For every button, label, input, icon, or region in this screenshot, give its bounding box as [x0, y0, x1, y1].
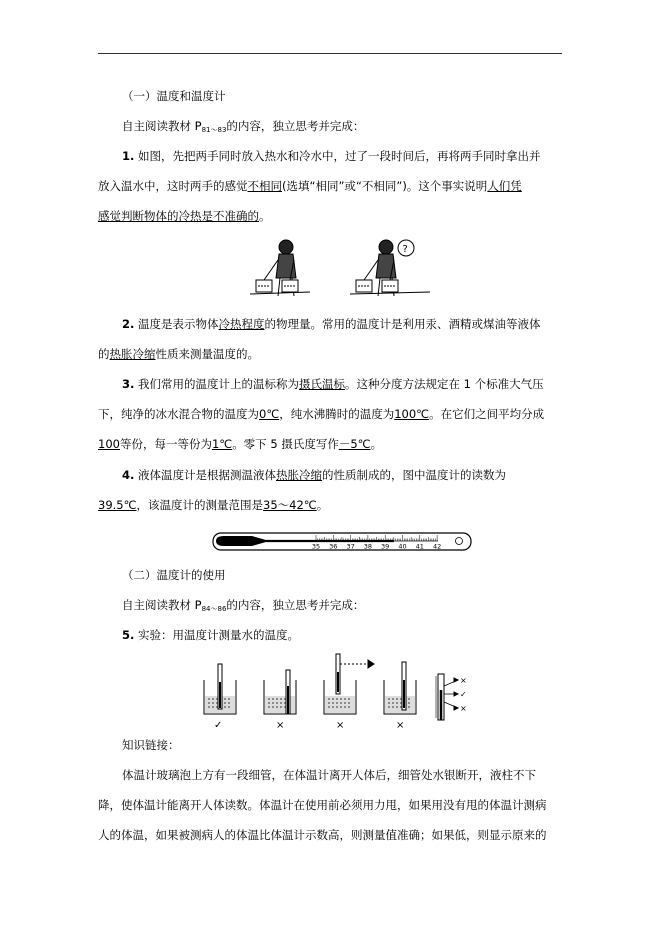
thermometer-usage-beakers [196, 652, 486, 732]
section-2-title: （二）温度计的使用 [122, 568, 226, 582]
scale-tick-label: 39 [381, 542, 390, 551]
knowledge-link-line-2: 降，使体温计能离开人体读数。体温计在使用前必须用力甩，如果用没有甩的体温计测病 [98, 798, 547, 812]
top-rule [98, 53, 562, 54]
section-1-title: （一）温度和温度计 [122, 89, 226, 103]
reading-mark-high: × [460, 676, 467, 685]
svg-text:?: ? [402, 244, 408, 255]
q2-line-1: 2. 温度是表示物体冷热程度的物理量。常用的温度计是利用汞、酒精或煤油等液体 [122, 317, 541, 331]
q5-line: 5. 实验：用温度计测量水的温度。 [122, 628, 300, 642]
scale-tick-label: 42 [432, 542, 442, 551]
scale-tick-label: 36 [329, 542, 338, 551]
section-2-intro: 自主阅读教材 $P_{84\sim 86}$的内容，独立思考并完成： [122, 598, 365, 613]
knowledge-link-title: 知识链接： [122, 738, 180, 752]
q4-line-2: 39.5℃，该温度计的测量范围是35～42℃。 [98, 498, 329, 512]
knowledge-link-line-3: 人的体温，如果被测病人的体温比体温计示数高，则测量值准确；如果低，则显示原来的 [98, 828, 547, 842]
beaker-4-mark: × [396, 720, 405, 731]
q2-line-2: 的热胀冷缩性质来测量温度的。 [98, 347, 259, 361]
q1-line-2: 放入温水中，这时两手的感觉不相同(选填“相同”或“不相同”)。这个事实说明人们凭 [98, 179, 522, 193]
scale-tick-label: 41 [415, 542, 424, 551]
beaker-3-mark: × [336, 720, 345, 731]
q4-line-1: 4. 液体温度计是根据测温液体热胀冷缩的性质制成的，图中温度计的读数为 [122, 468, 507, 482]
scale-tick-label: 38 [363, 542, 373, 551]
q1-line-3: 感觉判断物体的冷热是不准确的。 [98, 209, 271, 223]
beaker-1-mark: ✓ [214, 720, 223, 731]
knowledge-link-line-1: 体温计玻璃泡上方有一段细管，在体温计离开人体后，细管处水银断开，液柱不下 [122, 768, 536, 782]
reading-mark-low: × [460, 704, 467, 713]
q3-line-1: 3. 我们常用的温度计上的温标称为摄氏温标。这种分度方法规定在 1 个标准大气压 [122, 377, 544, 391]
scale-tick-label: 40 [398, 542, 407, 551]
clinical-thermometer [212, 528, 474, 554]
q1-line-1: 1. 如图，先把两手同时放入热水和冷水中，过了一段时间后，再将两手同时拿出并 [122, 149, 541, 163]
hands-in-water-illustration [250, 236, 432, 302]
scale-tick-label: 37 [346, 542, 355, 551]
beaker-2-mark: × [276, 720, 285, 731]
reading-mark-level: ✓ [460, 690, 467, 699]
section-1-intro: 自主阅读教材 $P_{81\sim 83}$的内容，独立思考并完成： [122, 119, 365, 134]
q3-line-2: 下，纯净的冰水混合物的温度为0℃，纯水沸腾时的温度为100℃。在它们之间平均分成 [98, 407, 545, 421]
scale-tick-label: 35 [311, 542, 321, 551]
q3-line-3: 100等份，每一等份为1℃。零下 5 摄氏度写作－5℃。 [98, 437, 383, 451]
